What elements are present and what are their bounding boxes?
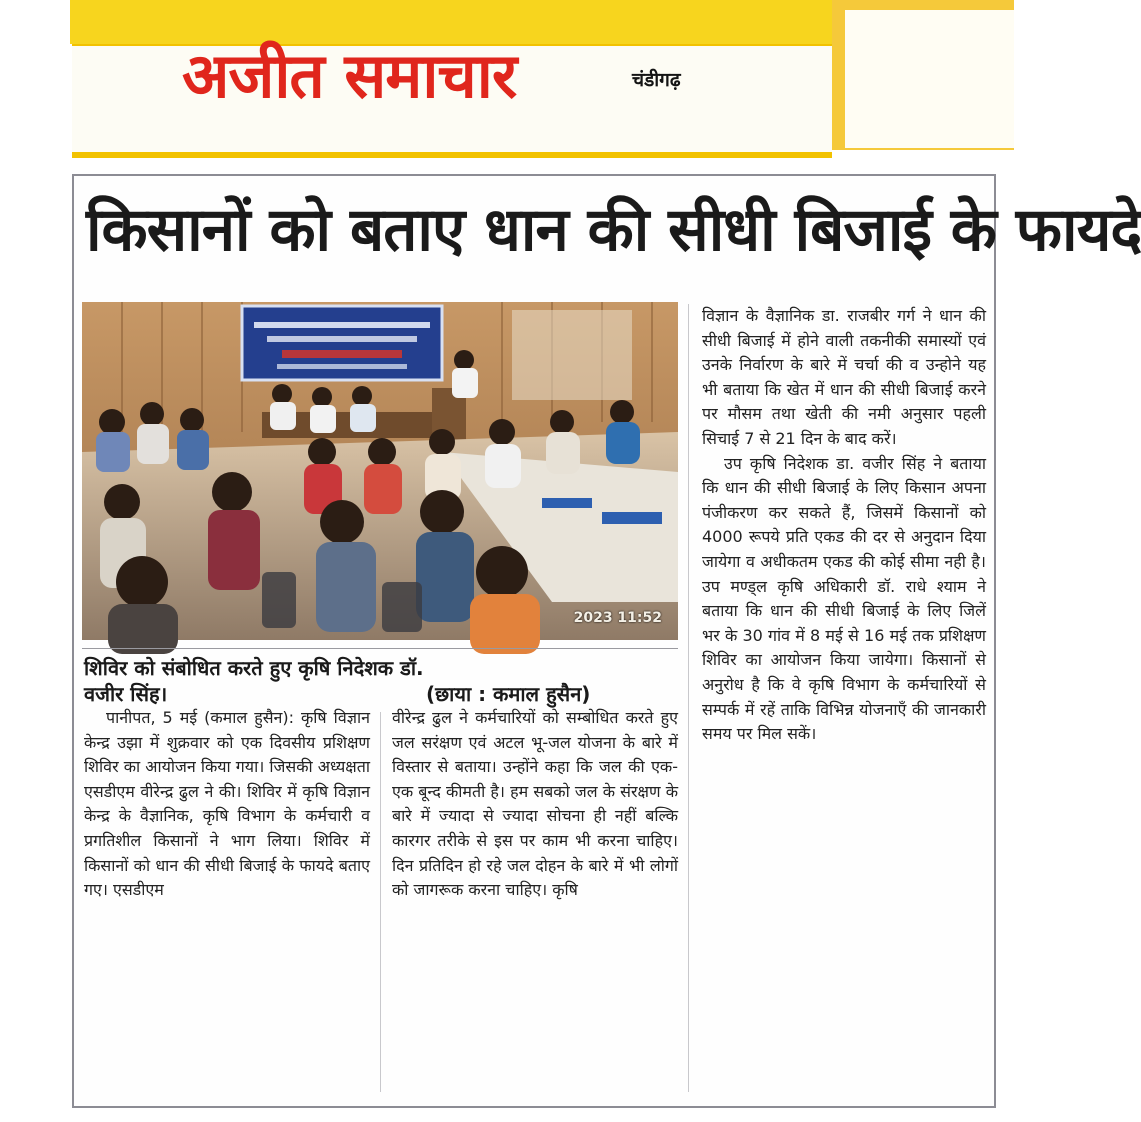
body-column-2 [392, 706, 678, 903]
paragraph-1: पानीपत, 5 मई (कमाल हुसैन): कृषि विज्ञान केन्द्र उझा में शुक्रवार को एक दिवसीय प्रशिक्षण शिविर का आयोजन किया गया। जिसकी अध्यक्षता एसडीएम वीरेन्द्र ढुल ने की। शिविर में कृषि विज्ञान केन्द्र के वैज्ञानिक, कृषि विभाग के कर्मचारी व प्रगतिशील किसानों ने भाग लिया। शिविर में किसानों को धान की सीधी बिजाई के फायदे बताए गए। एसडीएम [84, 708, 370, 900]
photo-credit: (छाया : कमाल हुसैन) [426, 682, 591, 706]
photo-caption-line-1: शिविर को संबोधित करते हुए कृषि निदेशक डॉ. [84, 656, 424, 680]
body-column-1 [84, 706, 370, 903]
caption-divider [82, 648, 678, 649]
event-photo [82, 302, 678, 640]
newspaper-logo: अजीत समाचार [182, 39, 517, 112]
edition-label: चंडीगढ़ [632, 69, 681, 91]
seminar-hall-illustration [82, 302, 678, 640]
paragraph-2: वीरेन्द्र ढुल ने कर्मचारियों को सम्बोधित करते हुए जल सरंक्षण एवं अटल भू-जल योजना के बारे में विस्तार से बताया। उन्होंने कहा कि जल की एक-एक बून्द कीमती है। हम सबको जल के संरक्षण के बारे में ज्यादा से ज्यादा सोचना ही नहीं बल्कि कारगर तरीके से इस पर काम भी करना चाहिए। दिन प्रतिदिन हो रहे जल दोहन के बारे में भी लोगों को जागरूक करना चाहिए। कृषि [392, 708, 678, 900]
masthead-side-box [845, 10, 1014, 148]
photo-caption-name: वजीर सिंह। [84, 682, 168, 706]
photo-timestamp: 2023 11:52 [573, 610, 662, 626]
news-article [72, 174, 1141, 1108]
article-headline: किसानों को बताए धान की सीधी बिजाई के फायदे [86, 195, 1141, 265]
column-divider [380, 712, 381, 1092]
paragraph-3: विज्ञान के वैज्ञानिक डा. राजबीर गर्ग ने धान की सीधी बिजाई में होने वाली तकनीकी समास्यों एवं उनके निर्वारण के बारे में चर्चा की व उन्होने यह भी बताया कि खेत में धान की सीधी बिजाई करने पर मौसम तथा खेती की नमी अनुसार पहली सिचाई 7 से 21 दिन के बाद करें। [702, 306, 986, 448]
body-column-3 [702, 304, 986, 747]
paragraph-4: उप कृषि निदेशक डा. वजीर सिंह ने बताया कि धान की सीधी बिजाई के लिए किसान अपना पंजीकरण कर सकते हैं, जिसमें किसानों को 4000 रूपये प्रति एकड की दर से अनुदान दिया जायेगा व अधीकतम एकड की कोई सीमा नही है। उप मण्ड्ल कृषि अधिकारी डॉ. राधे श्याम ने बताया कि धान की सीधी बिजाई के लिए जिलें भर के 30 गांव में 8 मई से 16 मई तक प्रशिक्षण शिविर का आयोजन किया जायेगा। किसानों से अनुरोध है कि वे कृषि विभाग के कर्मचारियों से सम्पर्क में रहें ताकि विभिन्न योजनाएँ की जानकारी समय पर मिल सकें। [702, 453, 986, 744]
column-divider [688, 304, 689, 1092]
